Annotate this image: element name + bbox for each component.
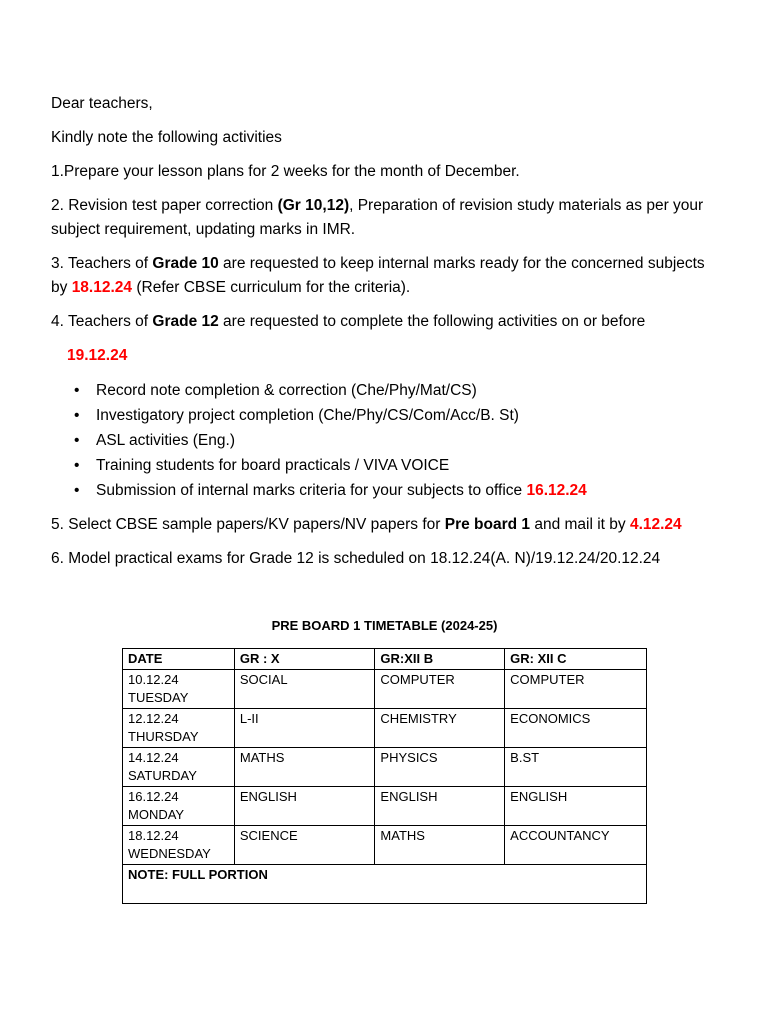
item-3-text-b: are requested to keep internal marks ready for the concerned subjects by xyxy=(51,255,705,296)
gr-xii-b-subject: CHEMISTRY xyxy=(375,709,505,748)
exam-day: THURSDAY xyxy=(128,729,199,744)
table-row xyxy=(123,670,647,709)
exam-date: 10.12.24 xyxy=(128,672,179,687)
item-2-grades: (Gr 10,12) xyxy=(277,197,350,214)
exam-date: 12.12.24 xyxy=(128,711,179,726)
item-3-grade: Grade 10 xyxy=(152,255,219,272)
note-row xyxy=(123,865,647,904)
gr-x-subject: L-II xyxy=(234,709,375,748)
item-5-text-a: 5. Select CBSE sample papers/KV papers/NV papers for xyxy=(51,516,445,533)
timetable xyxy=(122,648,647,904)
column-header-gr-xii-c: GR: XII C xyxy=(505,649,647,670)
item-3-text-a: 3. Teachers of xyxy=(51,255,153,272)
gr-xii-c-subject: COMPUTER xyxy=(505,670,647,709)
timetable-title: PRE BOARD 1 TIMETABLE (2024-25) xyxy=(271,618,498,633)
bullet-icon: • xyxy=(74,407,80,424)
activity-text: Record note completion & correction (Che/Phy/Mat/CS) xyxy=(96,382,477,399)
bullet-icon: • xyxy=(74,457,80,474)
exam-date: 16.12.24 xyxy=(128,789,179,804)
timetable-header-row xyxy=(123,649,647,670)
table-row xyxy=(123,748,647,787)
gr-x-subject: SCIENCE xyxy=(234,826,375,865)
exam-date: 14.12.24 xyxy=(128,750,179,765)
date-cell xyxy=(123,826,235,865)
item-4-grade: Grade 12 xyxy=(152,313,219,330)
intro-line: Kindly note the following activities xyxy=(51,129,282,146)
item-3 xyxy=(51,252,711,300)
gr-x-subject: MATHS xyxy=(234,748,375,787)
item-4-text-b: are requested to complete the following activities on or before xyxy=(218,313,646,330)
item-4-text-a: 4. Teachers of xyxy=(51,313,153,330)
circular-body xyxy=(51,92,711,581)
list-item xyxy=(74,453,711,478)
item-5-date: 4.12.24 xyxy=(629,516,682,533)
item-4-date: 19.12.24 xyxy=(67,347,128,364)
item-1: 1.Prepare your lesson plans for 2 weeks for the month of December. xyxy=(51,163,520,180)
column-header-gr-x: GR : X xyxy=(234,649,375,670)
item-2 xyxy=(51,194,711,242)
item-6: 6. Model practical exams for Grade 12 is scheduled on 18.12.24(A. N)/19.12.24/20.12.24 xyxy=(51,550,661,567)
list-item xyxy=(74,428,711,453)
gr-xii-c-subject: ENGLISH xyxy=(505,787,647,826)
exam-day: WEDNESDAY xyxy=(128,846,211,861)
timetable-note: NOTE: FULL PORTION xyxy=(123,865,647,904)
bullet-icon: • xyxy=(74,432,80,449)
gr-x-subject: SOCIAL xyxy=(234,670,375,709)
exam-date: 18.12.24 xyxy=(128,828,179,843)
gr-xii-b-subject: COMPUTER xyxy=(375,670,505,709)
date-cell xyxy=(123,748,235,787)
greeting: Dear teachers, xyxy=(51,95,153,112)
item-2-text-a: 2. Revision test paper correction xyxy=(51,197,278,214)
date-cell xyxy=(123,670,235,709)
gr-x-subject: ENGLISH xyxy=(234,787,375,826)
date-cell xyxy=(123,709,235,748)
table-row xyxy=(123,826,647,865)
gr-xii-b-subject: MATHS xyxy=(375,826,505,865)
gr-xii-b-subject: ENGLISH xyxy=(375,787,505,826)
list-item xyxy=(74,478,711,503)
item-5-text-b: and mail it by xyxy=(530,516,630,533)
exam-day: SATURDAY xyxy=(128,768,197,783)
date-cell xyxy=(123,787,235,826)
gr-xii-b-subject: PHYSICS xyxy=(375,748,505,787)
bullet-icon: • xyxy=(74,482,80,499)
column-header-date: DATE xyxy=(123,649,235,670)
activity-list xyxy=(51,378,711,503)
table-row xyxy=(123,709,647,748)
gr-xii-c-subject: ECONOMICS xyxy=(505,709,647,748)
item-3-date: 18.12.24 xyxy=(71,279,133,296)
column-header-gr-xii-b: GR:XII B xyxy=(375,649,505,670)
exam-day: MONDAY xyxy=(128,807,185,822)
exam-day: TUESDAY xyxy=(128,690,189,705)
activity-text: ASL activities (Eng.) xyxy=(96,432,235,449)
bullet-icon: • xyxy=(74,382,80,399)
table-row xyxy=(123,787,647,826)
list-item xyxy=(74,403,711,428)
item-5-preboard: Pre board 1 xyxy=(444,516,531,533)
gr-xii-c-subject: B.ST xyxy=(505,748,647,787)
activity-5-date: 16.12.24 xyxy=(526,482,587,499)
item-4 xyxy=(51,310,711,334)
gr-xii-c-subject: ACCOUNTANCY xyxy=(505,826,647,865)
item-5 xyxy=(51,513,711,537)
activity-text: Training students for board practicals / VIVA VOICE xyxy=(96,457,450,474)
activity-text: Submission of internal marks criteria for your subjects to office xyxy=(96,482,527,499)
item-3-text-c: (Refer CBSE curriculum for the criteria). xyxy=(132,279,411,296)
activity-text: Investigatory project completion (Che/Phy/CS/Com/Acc/B. St) xyxy=(96,407,519,424)
item-2-text-b: , Preparation of revision study materials as per your subject requirement, updating marks in IMR. xyxy=(51,197,704,238)
list-item xyxy=(74,378,711,403)
